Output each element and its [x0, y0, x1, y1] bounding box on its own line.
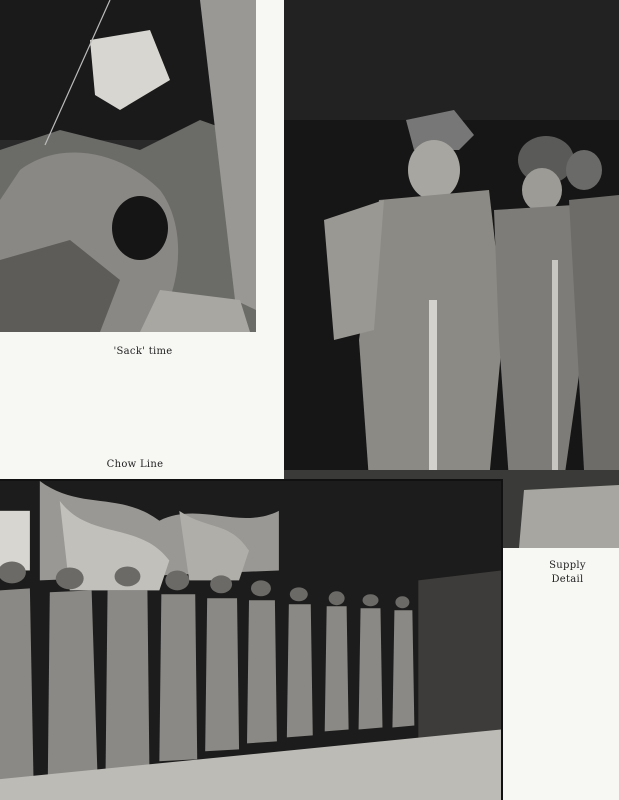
supply-detail-image: [284, 0, 619, 548]
sack-time-caption: 'Sack' time: [113, 346, 173, 357]
chow-line-photo: [0, 479, 503, 800]
supply-detail-caption: [530, 559, 605, 587]
sack-time-image: [0, 0, 256, 332]
supply-detail-photo: [284, 0, 619, 548]
chow-line-image: [0, 481, 501, 800]
sack-time-photo: [0, 0, 256, 332]
supply-caption-line-1: Supply: [549, 560, 586, 571]
supply-caption-line-2: Detail: [551, 574, 584, 585]
chow-line-caption: Chow Line: [106, 459, 164, 470]
